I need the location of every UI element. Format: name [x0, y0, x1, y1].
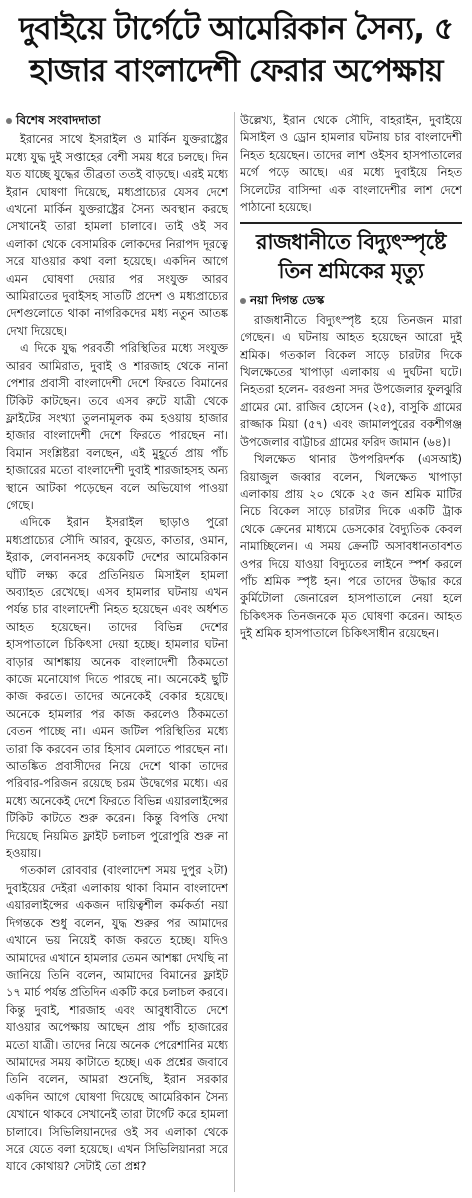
headline-line-1: দুবাইয়ে টার্গেটে আমেরিকান সৈন্য, ৫	[19, 11, 453, 47]
bullet-icon	[6, 118, 12, 124]
story2-paragraph: রাজধানীতে বিদ্যুৎস্পৃষ্ট হয়ে তিনজন মারা গেছেন। এ ঘটনায় আহত হয়েছেন আরো দুই শ্রমিক। গতকাল বিকেল সাড়ে চারটার দিকে খিলক্ষেতের খাপাড়া এলাকায় এ দুর্ঘটনা ঘটে। নিহতরা হলেন- বরগুনা সদর উপজেলার ফুলঝুরি গ্রামের মো. রাজিব হোসেন (২৫), বাসুকি গ্রামের রাজ্জাক মিয়া (৫৭) এবং জামালপুরের বকশীগঞ্জ উপজেলার বাট্টাচর গ্রামের ফরিদ জামান (৬৪)।	[240, 312, 462, 449]
right-column	[240, 112, 462, 1198]
story2-byline	[240, 292, 462, 309]
story2-byline-text: নয়া দিগন্ত ডেস্ক	[250, 293, 325, 308]
story1-paragraph: এদিকে ইরান ইসরাইল ছাড়াও পুরো মধ্যপ্রাচ্যের সৌদি আরব, কুয়েত, কাতার, ওমান, ইরাক, লেবাননসহ কয়েকটি দেশের আমেরিকান ঘাঁটি লক্ষ্য করে প্রতিনিয়ত মিসাইল হামলা অব্যাহত রেখেছে। এসব হামলার ঘটনায় এখন পর্যন্ত চার বাংলাদেশী নিহত হয়েছেন এবং অর্ধশত আহত হয়েছেন। তাদের বিভিন্ন দেশের হাসপাতালে চিকিৎসা দেয়া হচ্ছে। হামলার ঘটনা বাড়ার আশঙ্কায় অনেক বাংলাদেশী ঠিকমতো কাজে মনোযোগ দিতে পারছে না। অনেকেই ছুটি কাজ করতে। তাদের অনেকেই বেকার হয়েছে। অনেকে হামলার পর কাজ করলেও ঠিকমতো বেতন পাচ্ছে না। এমন জটিল পরিস্থিতির মধ্যে তারা কি করবেন তার হিসাব মেলাতে পারছেন না। আতঙ্কিত প্রবাসীদের নিয়ে দেশে থাকা তাদের পরিবার-পরিজন রয়েছে চরম উদ্বেগের মধ্যে। এর মধ্যে অনেকেই দেশে ফিরতে বিভিন্ন এয়ারলাইন্সের টিকিট কাটতে শুরু করেন। কিন্তু বিপত্তি দেখা দিয়েছে নিয়মিত ফ্লাইট চলাচল পুরোপুরি শুরু না হওয়ায়।	[6, 515, 228, 861]
story1-paragraph: ইরানের সাথে ইসরাইল ও মার্কিন যুক্তরাষ্ট্রের মধ্যে যুদ্ধ দুই সপ্তাহের বেশী সময় ধরে চলছে। দিন যত যাচ্ছে যুদ্ধের তীব্রতা ততই বাড়ছে। এরই মধ্যে ইরান ঘোষণা দিয়েছে, মধ্যপ্রাচ্যের যেসব দেশে এখনো মার্কিন যুক্তরাষ্ট্রের সৈন্য অবস্থান করছে সেখানেই তারা হামলা চালাবে। তাই ওই সব এলাকা থেকে বেসামরিক লোকদের নিরাপদ দূরত্বে সরে যাওয়ার কথা বলা হয়েছে। একদিন আগে এমন ঘোষণা দেয়ার পর সংযুক্ত আরব আমিরাতের দুবাইসহ সাতটি প্রদেশ ও মধ্যপ্রাচ্যের দেশগুলোতে থাকা নাগরিকদের মধ্য নতুন আতঙ্ক দেখা দিয়েছে।	[6, 132, 228, 338]
story1-byline	[6, 112, 228, 129]
main-headline	[0, 0, 472, 104]
story1-paragraph: গতকাল রোববার (বাংলাদেশ সময় দুপুর ২টা) দুবাইয়ের দেইরা এলাকায় থাকা বিমান বাংলাদেশ এয়ারলাইন্সের একজন দায়িত্বশীল কর্মকর্তা নয়া দিগন্তকে শুধু বলেন, যুদ্ধ শুরুর পর আমাদের এখানে ভয় নিয়েই কাজ করতে হচ্ছে। যদিও আমাদের এখানে হামলার তেমন আশঙ্কা দেখছি না জানিয়ে তিনি বলেন, আমাদের বিমানের ফ্লাইট ১৭ মার্চ পর্যন্ত প্রতিদিন একটি করে চলাচল করবে। কিন্তু দুবাই, শারজাহ এবং আবুধাবীতে দেশে যাওয়ার অপেক্ষায় আছেন প্রায় পাঁচ হাজারের মতো যাত্রী। তাদের নিয়ে অনেক পেরেশানির মধ্যে আমাদের সময় কাটাতে হচ্ছে। এক প্রশ্নের জবাবে তিনি বলেন, আমরা শুনেছি, ইরান সরকার একদিন আগে ঘোষণা দিয়েছে আমেরিকান সৈন্য যেখানে থাকবে সেখানেই তারা টার্গেট করে হামলা চালাবে। সিভিলিয়ানদের ওই সব এলাকা থেকে সরে যেতে বলা হয়েছে। এখন সিভিলিয়ানরা সরে যাবে কোথায়? সেটাই তো প্রশ্ন?	[6, 863, 228, 1174]
story1-paragraph-continued: উল্লেখ্য, ইরান থেকে সৌদি, বাহরাইন, দুবাইয়ে মিসাইল ও ড্রোন হামলার ঘটনায় চার বাংলাদেশী নিহত হয়েছেন। তাদের লাশ ওইসব হাসপাতালের মর্গে পড়ে আছে। এর মধ্যে দুবাইয়ে নিহত সিলেটের বাসিন্দা এক বাংলাদেশীর লাশ দেশে পাঠানো হয়েছে।	[240, 113, 462, 215]
bullet-icon	[240, 298, 246, 304]
story1-paragraph: এ দিকে যুদ্ধ পরবর্তী পরিস্থিতির মধ্যে সংযুক্ত আরব আমিরাত, দুবাই ও শারজাহ থেকে নানা পেশার প্রবাসী বাংলাদেশী দেশে ফিরতে বিমানের টিকিট কাটছেন। তবে এসব রুটে যাত্রী থেকে ফ্লাইটের সংখ্যা তুলনামূলক কম হওয়ায় হাজার হাজার বাংলাদেশী দেশে ফিরতে পারছেন না। বিমান সংশ্লিষ্টরা বলছেন, এই মুহূর্তে প্রায় পাঁচ হাজারের মতো বাংলাদেশী দুবাই শারজাহসহ অন্য স্থানে আটকা পড়েছেন বলে অভিযোগ পাওয়া গেছে।	[6, 341, 228, 512]
column-divider	[234, 112, 235, 1192]
section-rule	[240, 222, 462, 224]
story2-paragraph: খিলক্ষেত থানার উপপরিদর্শক (এসআই) রিয়াজুল জব্বার বলেন, খিলক্ষেত খাপাড়া এলাকায় প্রায় ২০ থেকে ২৫ জন শ্রমিক মাটির নিচে বিকেল সাড়ে চারটার দিকে একটি ট্রাক থেকে ক্রেনের মাধ্যমে ডেসকোর বৈদ্যুতিক কেবল নামাচ্ছিলেন। এ সময় ক্রেনটি অসাবধানতাবশত ওপর দিয়ে যাওয়া বিদ্যুতের লাইনে স্পর্শ করলে পাঁচ শ্রমিক স্পৃষ্ট হন। পরে তাদের উদ্ধার করে কুর্মিটোলা জেনারেল হাসপাতালে নেয়া হলে চিকিৎসক তিনজনকে মৃত ঘোষণা করেন। আহত দুই শ্রমিক হাসপাতালে চিকিৎসাধীন রয়েছেন।	[240, 452, 462, 641]
story1-byline-text: বিশেষ সংবাদদাতা	[16, 113, 101, 127]
left-column	[6, 112, 228, 1198]
story2-headline: রাজধানীতে বিদ্যুৎস্পৃষ্টে তিন শ্রমিকের মৃত্যু	[256, 230, 446, 284]
headline-line-2: হাজার বাংলাদেশী ফেরার অপেক্ষায়	[29, 53, 443, 89]
